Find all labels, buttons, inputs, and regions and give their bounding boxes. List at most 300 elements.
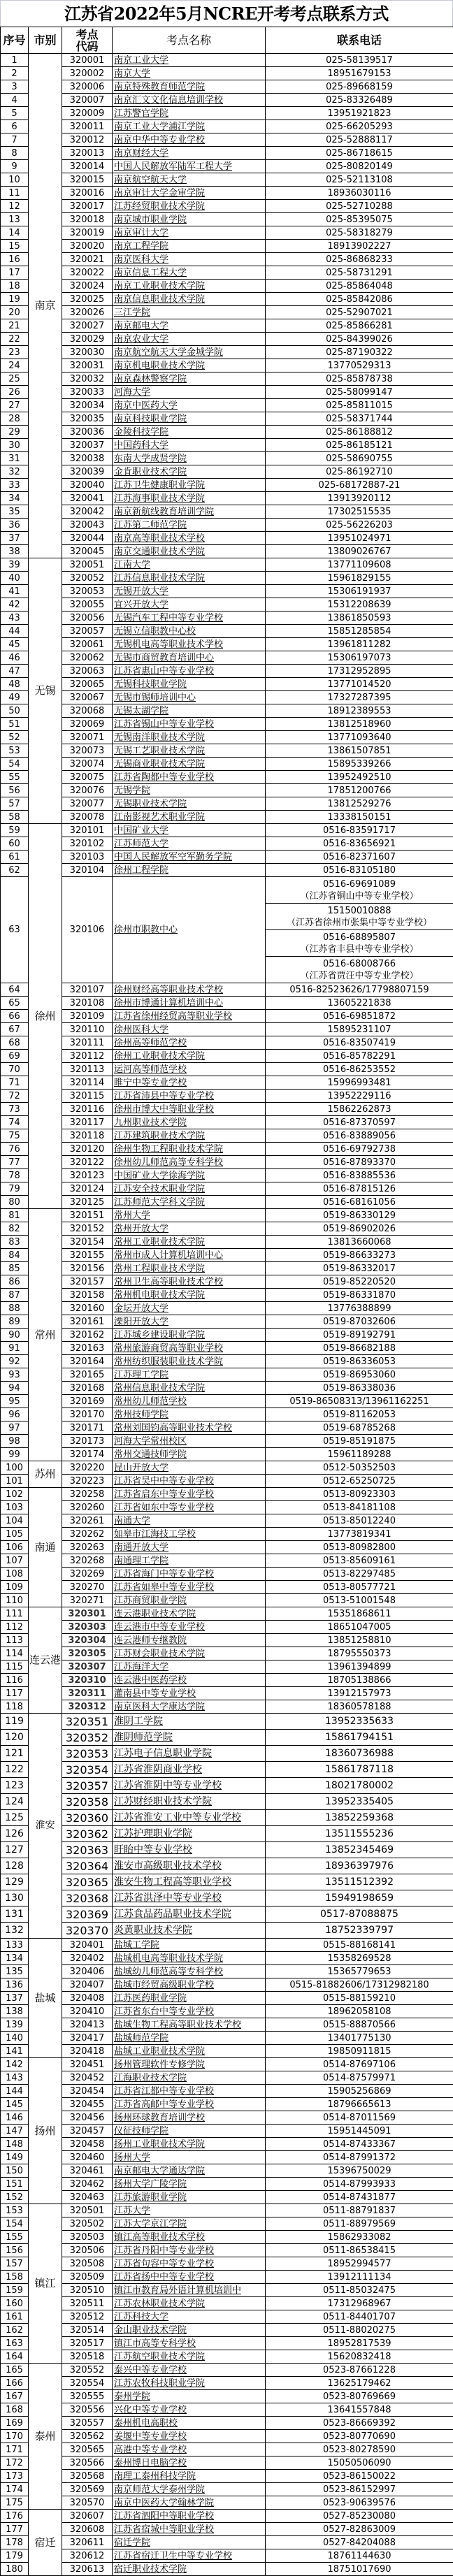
center-code-cell: 320554 <box>62 2377 113 2390</box>
center-name-cell[interactable]: 灌南县中等专业学校 <box>113 1687 266 1700</box>
center-name-cell[interactable]: 江苏省丹阳中等专业学校 <box>113 2244 266 2257</box>
center-name-cell[interactable]: 睢宁中等专业学校 <box>113 1076 266 1090</box>
center-code-cell: 320152 <box>62 1222 113 1236</box>
center-name-cell[interactable]: 常州刘国钧高等职业技术学校 <box>113 1421 266 1435</box>
center-name-cell[interactable]: 江苏大学 <box>113 2204 266 2217</box>
center-code-cell: 320271 <box>62 1594 113 1607</box>
center-code-cell: 320269 <box>62 1568 113 1581</box>
seq-cell: 13 <box>1 213 29 226</box>
seq-cell: 98 <box>1 1435 29 1448</box>
center-code-cell: 320368 <box>62 1890 113 1906</box>
center-name-cell[interactable]: 三江学院 <box>113 306 266 319</box>
center-name-cell[interactable]: 南京工业大学浦江学院 <box>113 120 266 133</box>
center-name-cell[interactable]: 高港中等专业学校 <box>113 2443 266 2456</box>
table-row <box>1 1554 453 1568</box>
center-name-cell[interactable]: 徐州生物工程职业技术学院 <box>113 1143 266 1156</box>
center-name-cell[interactable]: 南京邮电大学 <box>113 319 266 333</box>
center-name-cell[interactable]: 常州纺织服装职业技术学院 <box>113 1355 266 1368</box>
center-name-cell[interactable]: 徐州高等师范学校 <box>113 1036 266 1050</box>
center-code-cell: 320073 <box>62 744 113 758</box>
center-name-cell[interactable]: 徐州市职教中心 <box>113 877 266 983</box>
center-name-cell[interactable]: 东南大学成贤学院 <box>113 452 266 465</box>
phone-cell: 0523-80278590 <box>266 2443 453 2456</box>
center-name-cell[interactable]: 江苏省泗阳中等职业学校 <box>113 2510 266 2523</box>
table-row <box>1 1700 453 1714</box>
center-name-cell[interactable]: 盐城师范学院 <box>113 2032 266 2045</box>
seq-cell: 74 <box>1 1116 29 1129</box>
center-name-cell[interactable]: 南京工程学院 <box>113 240 266 253</box>
seq-cell: 139 <box>1 2018 29 2032</box>
center-name-cell[interactable]: 中国矿业大学徐海学院 <box>113 1169 266 1182</box>
center-name-cell[interactable]: 如皋市江海技工学校 <box>113 1528 266 1541</box>
center-name-cell[interactable]: 无锡立信职教中心校 <box>113 625 266 638</box>
phone-cell: 025-58690755 <box>266 452 453 465</box>
phone-cell: 13951921823 <box>266 107 453 120</box>
table-row <box>1 2377 453 2390</box>
center-name-cell[interactable]: 江苏师范大学 <box>113 837 266 851</box>
seq-cell: 44 <box>1 625 29 638</box>
phone-cell: 0513-80577721 <box>266 1581 453 1594</box>
center-name-cell[interactable]: 金肯职业技术学院 <box>113 465 266 479</box>
center-name-cell[interactable]: 金山职业技术学院 <box>113 2324 266 2337</box>
seq-cell: 28 <box>1 412 29 426</box>
center-name-cell[interactable]: 盐城工业职业技术学院 <box>113 2045 266 2058</box>
seq-cell: 34 <box>1 492 29 505</box>
seq-cell: 55 <box>1 771 29 784</box>
center-name-cell[interactable]: 常州机电职业技术学院 <box>113 1289 266 1302</box>
phone-cell: 18651047005 <box>266 1621 453 1634</box>
center-name-cell[interactable]: 常州卫生高等职业技术学校 <box>113 1275 266 1289</box>
center-name-cell[interactable]: 江苏海事职业技术学院 <box>113 492 266 505</box>
table-row <box>1 226 453 240</box>
center-name-cell[interactable]: 江苏师范大学科文学院 <box>113 1196 266 1209</box>
table-row <box>1 465 453 479</box>
center-name-cell[interactable]: 连云港市中等专业学校 <box>113 1621 266 1634</box>
center-name-cell[interactable]: 常州信息职业技术学院 <box>113 1382 266 1395</box>
center-code-cell: 320304 <box>62 1634 113 1647</box>
table-row <box>1 1528 453 1541</box>
center-name-cell[interactable]: 常州旅游商贸高等职业学校 <box>113 1342 266 1355</box>
phone-cell: 13913920112 <box>266 492 453 505</box>
center-name-cell[interactable]: 江苏省锡山中等专业学校 <box>113 718 266 731</box>
center-name-cell[interactable]: 常州工程职业技术学院 <box>113 1262 266 1275</box>
center-name-cell[interactable]: 南京新航线教育培训学院 <box>113 505 266 519</box>
seq-cell: 144 <box>1 2085 29 2098</box>
seq-cell: 132 <box>1 1923 29 1939</box>
center-name-cell[interactable]: 泰州博日电脑学校 <box>113 2456 266 2470</box>
center-name-cell[interactable]: 无锡南洋职业技术学院 <box>113 731 266 744</box>
center-name-cell[interactable]: 连云港中医药学校 <box>113 1674 266 1687</box>
center-name-cell[interactable]: 盱眙中等专业学校 <box>113 1842 266 1858</box>
center-name-cell[interactable]: 泰州机电高职校 <box>113 2417 266 2430</box>
center-name-cell[interactable]: 南京审计大学 <box>113 226 266 240</box>
center-name-cell[interactable]: 常州幼儿师范学校 <box>113 1395 266 1408</box>
center-name-cell[interactable]: 常州开放大学 <box>113 1222 266 1236</box>
center-name-cell[interactable]: 南京农业大学 <box>113 333 266 346</box>
center-name-cell[interactable]: 江苏省江都中等专业学校 <box>113 2085 266 2098</box>
seq-cell: 106 <box>1 1541 29 1554</box>
table-row <box>1 1647 453 1660</box>
center-name-cell[interactable]: 运河高等师范学校 <box>113 1063 266 1076</box>
seq-cell: 73 <box>1 1103 29 1116</box>
center-name-cell[interactable]: 淮阴师范学院 <box>113 1730 266 1746</box>
center-name-cell[interactable]: 南京师范大学泰州学院 <box>113 2483 266 2496</box>
center-name-cell[interactable]: 江苏城乡建设职业学院 <box>113 1329 266 1342</box>
center-name-cell[interactable]: 南通理工学院 <box>113 1554 266 1568</box>
phone-cell: 025-80820149 <box>266 160 453 173</box>
center-code-cell: 320009 <box>62 107 113 120</box>
table-row <box>1 1236 453 1249</box>
center-name-cell[interactable]: 宜兴开放大学 <box>113 598 266 612</box>
phone-cell: 17327287395 <box>266 691 453 704</box>
center-name-cell[interactable]: 徐州工程学院 <box>113 864 266 877</box>
center-name-cell[interactable]: 中国人民解放军空军勤务学院 <box>113 851 266 864</box>
seq-cell: 6 <box>1 120 29 133</box>
center-name-cell[interactable]: 盐城市经贸高级职业学校 <box>113 1978 266 1992</box>
center-name-cell[interactable]: 无锡市商贸教育培训中心 <box>113 651 266 665</box>
center-name-cell[interactable]: 南京中医药大学翰林学院 <box>113 2496 266 2510</box>
center-name-cell[interactable]: 常州交通技师学院 <box>113 1448 266 1461</box>
center-name-cell[interactable]: 无锡科技职业学院 <box>113 678 266 691</box>
center-name-cell[interactable]: 九州职业技术学院 <box>113 1116 266 1129</box>
center-name-cell[interactable]: 盐城生物工程高等职业技术学校 <box>113 2018 266 2032</box>
seq-cell: 147 <box>1 2125 29 2138</box>
center-name-cell[interactable]: 金坛开放大学 <box>113 1302 266 1315</box>
center-name-cell[interactable]: 南京大学 <box>113 67 266 80</box>
center-name-cell[interactable]: 江苏电子信息职业学院 <box>113 1746 266 1762</box>
center-name-cell[interactable]: 常州市成人计算机培训中心 <box>113 1249 266 1262</box>
center-name-cell[interactable]: 南京科技职业学院 <box>113 412 266 426</box>
center-name-cell[interactable]: 盐城幼儿师范高等专科学校 <box>113 1965 266 1978</box>
center-name-cell[interactable]: 江苏省扬中中等专业学校 <box>113 2271 266 2284</box>
center-name-cell[interactable]: 扬州环球教育培训学校 <box>113 2111 266 2125</box>
center-code-cell: 320026 <box>62 306 113 319</box>
table-row <box>1 784 453 797</box>
city-cell: 南京 <box>29 54 62 558</box>
center-name-cell[interactable]: 江苏护理职业学院 <box>113 1826 266 1842</box>
center-code-cell: 320413 <box>62 2018 113 2032</box>
center-name-cell[interactable]: 江苏安全技术职业学院 <box>113 1182 266 1196</box>
center-name-cell[interactable]: 江苏省宿城中等职业学校 <box>113 2523 266 2536</box>
center-name-cell[interactable]: 江苏航空职业技术学院 <box>113 2350 266 2364</box>
center-name-cell[interactable]: 江南大学 <box>113 558 266 572</box>
center-code-cell: 320502 <box>62 2217 113 2231</box>
center-name-cell[interactable]: 徐州幼儿师范高等专科学校 <box>113 1156 266 1169</box>
center-name-cell[interactable]: 淮安生物工程高等职业学校 <box>113 1874 266 1890</box>
seq-cell: 84 <box>1 1249 29 1262</box>
center-name-cell[interactable]: 南京中医药大学 <box>113 399 266 412</box>
table-row <box>1 2098 453 2111</box>
center-name-cell[interactable]: 连云港师专继教院 <box>113 1634 266 1647</box>
center-name-cell[interactable]: 南京医科大学 <box>113 253 266 266</box>
center-name-cell[interactable]: 扬州管理软件专修学院 <box>113 2058 266 2071</box>
center-name-cell[interactable]: 江苏省淮阴中等专业学校 <box>113 1778 266 1794</box>
center-name-cell[interactable]: 江苏省吴中中等专业学校 <box>113 1475 266 1488</box>
center-name-cell[interactable]: 镇江高等职业技术学校 <box>113 2231 266 2244</box>
center-code-cell: 320034 <box>62 399 113 412</box>
seq-cell: 179 <box>1 2549 29 2563</box>
center-name-cell[interactable]: 常州大学 <box>113 1209 266 1222</box>
center-name-cell[interactable]: 江苏省东台中等专业学校 <box>113 2005 266 2018</box>
center-name-cell[interactable]: 盐城机电高等职业技术学院 <box>113 1952 266 1965</box>
center-name-cell[interactable]: 南京特殊教育师范学院 <box>113 80 266 94</box>
center-name-cell[interactable]: 江苏省宿迁卫生中等专业学校 <box>113 2549 266 2563</box>
phone-cell: 025-58731291 <box>266 266 453 280</box>
center-code-cell: 320556 <box>62 2403 113 2417</box>
table-row <box>1 293 453 306</box>
center-name-cell[interactable]: 淮阴工学院 <box>113 1714 266 1730</box>
center-name-cell[interactable]: 宿迁职业技术学院 <box>113 2563 266 2576</box>
center-name-cell[interactable]: 无锡商业职业技术学院 <box>113 758 266 771</box>
seq-cell: 157 <box>1 2257 29 2271</box>
center-code-cell: 320501 <box>62 2204 113 2217</box>
seq-cell: 158 <box>1 2271 29 2284</box>
phone-cell: 0516-82371607 <box>266 851 453 864</box>
center-name-cell[interactable]: 扬州工业职业技术学院 <box>113 2138 266 2151</box>
center-code-cell: 320076 <box>62 784 113 797</box>
table-row <box>1 452 453 465</box>
seq-cell: 107 <box>1 1554 29 1568</box>
center-name-cell[interactable]: 仪征技师学院 <box>113 2125 266 2138</box>
center-name-cell[interactable]: 江苏省惠山中等专业学校 <box>113 665 266 678</box>
center-name-cell[interactable]: 南京医科大学康达学院 <box>113 1700 266 1714</box>
center-name-cell[interactable]: 河海大学常州校区 <box>113 1435 266 1448</box>
center-name-cell[interactable]: 扬州大学 <box>113 2151 266 2164</box>
center-code-cell: 320032 <box>62 372 113 386</box>
center-name-cell[interactable]: 南京邮电大学通达学院 <box>113 2164 266 2178</box>
seq-cell: 145 <box>1 2098 29 2111</box>
center-name-cell[interactable]: 徐州市博通计算机培训中心 <box>113 997 266 1010</box>
center-name-cell[interactable]: 南通开放大学 <box>113 1541 266 1554</box>
center-code-cell: 320511 <box>62 2297 113 2310</box>
center-name-cell[interactable]: 江苏海洋大学 <box>113 1660 266 1674</box>
center-name-cell[interactable]: 江苏财会职业技术学院 <box>113 1647 266 1660</box>
center-name-cell[interactable]: 南京航空航天大学金城学院 <box>113 346 266 359</box>
center-name-cell[interactable]: 泰兴中等专业学校 <box>113 2364 266 2377</box>
table-row <box>1 2536 453 2549</box>
table-row <box>1 2549 453 2563</box>
seq-cell: 60 <box>1 837 29 851</box>
center-name-cell[interactable]: 江苏商贸职业学院 <box>113 1594 266 1607</box>
center-name-cell[interactable]: 江苏经贸职业技术学院 <box>113 200 266 213</box>
center-name-cell[interactable]: 徐州市博大中等职业学校 <box>113 1103 266 1116</box>
center-name-cell[interactable]: 南京信息职业技术学院 <box>113 293 266 306</box>
seq-cell: 61 <box>1 851 29 864</box>
center-name-cell[interactable]: 江苏省高邮中等专业学校 <box>113 2098 266 2111</box>
center-name-cell[interactable]: 昆山开放大学 <box>113 1461 266 1475</box>
center-code-cell: 320112 <box>62 1050 113 1063</box>
phone-cell: 0519-86338036 <box>266 1382 453 1395</box>
center-name-cell[interactable]: 江苏农林职业技术学院 <box>113 2297 266 2310</box>
center-name-cell[interactable]: 淮安市高级职业技术学校 <box>113 1858 266 1874</box>
center-name-cell[interactable]: 南京交通职业技术学院 <box>113 545 266 558</box>
center-name-cell[interactable]: 江苏省启东中等专业学校 <box>113 1488 266 1501</box>
seq-cell: 101 <box>1 1475 29 1488</box>
center-code-cell: 320055 <box>62 598 113 612</box>
center-name-cell[interactable]: 南京中华中等专业学校 <box>113 133 266 147</box>
seq-cell: 59 <box>1 824 29 837</box>
seq-cell: 137 <box>1 1992 29 2005</box>
table-row <box>1 2032 453 2045</box>
phone-cell: 15862933082 <box>266 2231 453 2244</box>
center-code-cell: 320118 <box>62 1129 113 1143</box>
phone-cell: 025-85864048 <box>266 280 453 293</box>
phone-cell: 15306191937 <box>266 585 453 598</box>
table-row <box>1 2125 453 2138</box>
center-code-cell: 320613 <box>62 2563 113 2576</box>
center-name-cell[interactable]: 镇江市教育局外语计算机培训中 <box>113 2284 266 2297</box>
phone-cell: 0523-80769669 <box>266 2390 453 2403</box>
seq-cell: 5 <box>1 107 29 120</box>
center-name-cell[interactable]: 江苏农牧科技职业学院 <box>113 2377 266 2390</box>
table-row <box>1 638 453 651</box>
center-code-cell: 320268 <box>62 1554 113 1568</box>
center-name-cell[interactable]: 溧阳开放大学 <box>113 1315 266 1329</box>
center-name-cell[interactable]: 江苏财经职业技术学院 <box>113 1794 266 1810</box>
center-name-cell[interactable]: 江苏建筑职业技术学院 <box>113 1129 266 1143</box>
center-name-cell[interactable]: 南京城市职业学院 <box>113 213 266 226</box>
center-name-cell[interactable]: 连云港职业技术学院 <box>113 1607 266 1621</box>
center-name-cell[interactable]: 江苏理工学院 <box>113 1368 266 1382</box>
center-name-cell[interactable]: 炎黄职业技术学院 <box>113 1923 266 1939</box>
center-code-cell: 320068 <box>62 704 113 718</box>
center-name-cell[interactable]: 镇江市高等专科学校 <box>113 2337 266 2350</box>
seq-cell: 46 <box>1 651 29 665</box>
center-name-cell[interactable]: 徐州医科大学 <box>113 1023 266 1036</box>
center-name-cell[interactable]: 江苏省句容中等专业学校 <box>113 2257 266 2271</box>
phone-number: 0516-69691089 <box>323 878 396 890</box>
center-name-cell[interactable]: 江苏旅游职业学院 <box>113 2191 266 2204</box>
center-name-cell[interactable]: 无锡市锡师培训中心 <box>113 691 266 704</box>
center-name-cell[interactable]: 中国药科大学 <box>113 439 266 452</box>
seq-cell: 79 <box>1 1182 29 1196</box>
table-row <box>1 2456 453 2470</box>
center-name-cell[interactable]: 常州工业职业技术学院 <box>113 1236 266 1249</box>
center-name-cell[interactable]: 江海职业技术学院 <box>113 2071 266 2085</box>
center-code-cell: 320019 <box>62 226 113 240</box>
center-name-cell[interactable]: 盐城工学院 <box>113 1939 266 1952</box>
center-name-cell[interactable]: 江苏警官学院 <box>113 107 266 120</box>
seq-cell: 162 <box>1 2324 29 2337</box>
table-row <box>1 1368 453 1382</box>
seq-cell: 87 <box>1 1289 29 1302</box>
center-name-cell[interactable]: 无锡机电高等职业技术学校 <box>113 638 266 651</box>
center-name-cell[interactable]: 江苏信息职业技术学院 <box>113 572 266 585</box>
center-name-cell[interactable]: 河海大学 <box>113 386 266 399</box>
center-code-cell: 320020 <box>62 240 113 253</box>
center-name-cell[interactable]: 扬州大学广陵学院 <box>113 2178 266 2191</box>
center-name-cell[interactable]: 常州技师学院 <box>113 1408 266 1421</box>
phone-cell: 025-66205293 <box>266 120 453 133</box>
table-row <box>1 1156 453 1169</box>
center-name-cell[interactable]: 兴化中等专业学校 <box>113 2403 266 2417</box>
table-row <box>1 160 453 173</box>
seq-cell: 58 <box>1 811 29 824</box>
center-name-cell[interactable]: 无锡职业技术学院 <box>113 797 266 811</box>
center-name-cell[interactable]: 无锡开放大学 <box>113 585 266 598</box>
center-name-cell[interactable]: 江南影视艺术职业学院 <box>113 811 266 824</box>
center-name-cell[interactable]: 南京森林警察学院 <box>113 372 266 386</box>
center-name-cell[interactable]: 南京工业大学 <box>113 54 266 67</box>
center-name-cell[interactable]: 江苏科技大学 <box>113 2310 266 2324</box>
center-name-cell[interactable]: 江苏卫生健康职业学院 <box>113 479 266 492</box>
center-name-cell[interactable]: 南京机电职业技术学院 <box>113 359 266 372</box>
seq-cell: 2 <box>1 67 29 80</box>
center-name-cell[interactable]: 姜堰中等专业学校 <box>113 2430 266 2443</box>
center-name-cell[interactable]: 徐州工业职业技术学院 <box>113 1050 266 1063</box>
table-row <box>1 1023 453 1036</box>
center-name-cell[interactable]: 江苏大学京江学院 <box>113 2217 266 2231</box>
seq-cell: 154 <box>1 2217 29 2231</box>
center-name-cell[interactable]: 中国矿业大学 <box>113 824 266 837</box>
center-name-cell[interactable]: 江苏医药职业学院 <box>113 1992 266 2005</box>
seq-cell: 52 <box>1 731 29 744</box>
seq-cell: 135 <box>1 1965 29 1978</box>
center-name-cell[interactable]: 南京航空航天大学 <box>113 173 266 187</box>
center-name-cell[interactable]: 江苏省如东中等专业学校 <box>113 1501 266 1514</box>
table-row <box>1 997 453 1010</box>
phone-cell: 0519-85191875 <box>266 1435 453 1448</box>
center-name-cell[interactable]: 南京财经大学 <box>113 147 266 160</box>
center-name-cell[interactable]: 江苏省海门中等专业学校 <box>113 1568 266 1581</box>
center-name-cell[interactable]: 无锡汽车工程中等专业学校 <box>113 612 266 625</box>
seq-cell: 110 <box>1 1594 29 1607</box>
table-row <box>1 2297 453 2310</box>
phone-cell: 15312208639 <box>266 598 453 612</box>
seq-cell: 116 <box>1 1674 29 1687</box>
seq-cell: 17 <box>1 266 29 280</box>
center-name-cell[interactable]: 江苏省淮安工业中等专业学校 <box>113 1810 266 1826</box>
center-name-cell[interactable]: 南京审计大学金审学院 <box>113 187 266 200</box>
center-name-cell[interactable]: 江苏食品药品职业技术学院 <box>113 1906 266 1923</box>
phone-cell: 0516-83591717 <box>266 824 453 837</box>
center-name-cell[interactable]: 南通大学 <box>113 1514 266 1528</box>
center-name-cell[interactable]: 江苏省淮阴商业学校 <box>113 1762 266 1778</box>
center-name-cell[interactable]: 南京工业职业技术学院 <box>113 280 266 293</box>
center-name-cell[interactable]: 无锡工艺职业技术学院 <box>113 744 266 758</box>
phone-cell: 025-85811015 <box>266 399 453 412</box>
center-name-cell[interactable]: 金陵科技学院 <box>113 426 266 439</box>
phone-cell: 025-58099147 <box>266 386 453 399</box>
center-name-cell[interactable]: 宿迁学院 <box>113 2536 266 2549</box>
city-cell: 宿迁 <box>29 2510 62 2576</box>
phone-cell: 0516-87893370 <box>266 1156 453 1169</box>
center-name-cell[interactable]: 南理工泰州科技学院 <box>113 2470 266 2483</box>
phone-cell: 13771014520 <box>266 678 453 691</box>
seq-cell: 54 <box>1 758 29 771</box>
phone-cell: 025-87190322 <box>266 346 453 359</box>
center-name-cell[interactable]: 中国人民解放军陆军工程大学 <box>113 160 266 173</box>
center-name-cell[interactable]: 江苏省如皋中等专业学校 <box>113 1581 266 1594</box>
center-name-cell[interactable]: 南京信息工程大学 <box>113 266 266 280</box>
table-row <box>1 1090 453 1103</box>
phone-cell: 025-86192710 <box>266 465 453 479</box>
table-row <box>1 1129 453 1143</box>
center-name-cell[interactable]: 南京汇文文化信息培训学校 <box>113 94 266 107</box>
center-name-cell[interactable]: 江苏省洪泽中等专业学校 <box>113 1890 266 1906</box>
center-name-cell[interactable]: 无锡学院 <box>113 784 266 797</box>
center-name-cell[interactable]: 无锡太湖学院 <box>113 704 266 718</box>
center-name-cell[interactable]: 江苏省陶都中等专业学校 <box>113 771 266 784</box>
center-name-cell[interactable]: 江苏省沛县中等专业学校 <box>113 1090 266 1103</box>
phone-cell: 15895231107 <box>266 1023 453 1036</box>
center-name-cell[interactable]: 江苏省徐州经贸高等职业学校 <box>113 1010 266 1023</box>
center-name-cell[interactable]: 泰州学院 <box>113 2390 266 2403</box>
center-name-cell[interactable]: 南京高等职业技术学校 <box>113 532 266 545</box>
phone-cell: 13812529276 <box>266 797 453 811</box>
center-name-cell[interactable]: 徐州财经高等职业技术学校 <box>113 983 266 997</box>
center-name-cell[interactable]: 江苏第二师范学院 <box>113 519 266 532</box>
